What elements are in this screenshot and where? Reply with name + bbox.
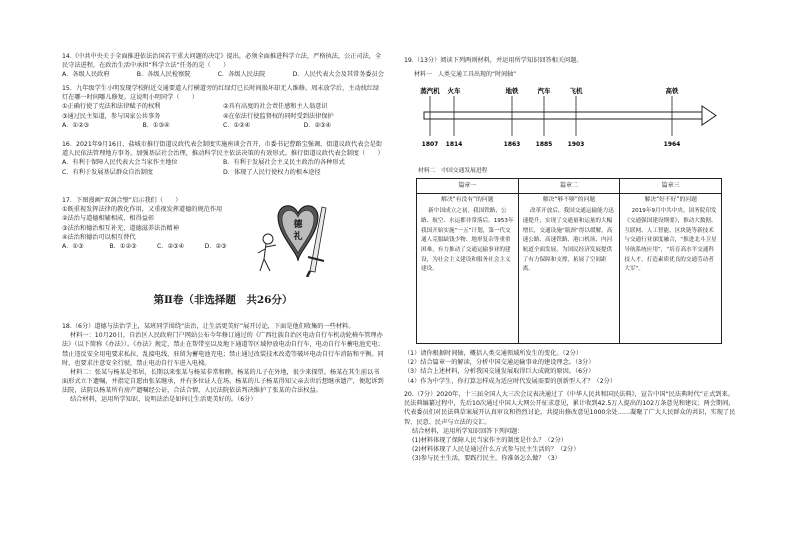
question-16-option-b: B．有利于发展社会主义民主政治的各种形式: [223, 159, 345, 167]
cartoon-label-rites: 礼: [293, 232, 303, 242]
question-15: [62, 84, 384, 130]
question-18: [62, 322, 384, 405]
question-17-option-d: D．②③: [204, 242, 227, 250]
question-17: [62, 196, 252, 251]
question-20: [404, 390, 740, 463]
timeline-year-label: 1903: [567, 141, 585, 148]
cartoon-label-morality: 德: [293, 220, 303, 230]
table-column-2: [519, 179, 621, 343]
question-18-task: 结合材料，运用所学知识，说明法治是如何让生活更美好的。（6分）: [70, 396, 257, 404]
transport-development-table: [416, 178, 722, 344]
timeline-year-label: 1814: [445, 141, 463, 148]
question-17-statement-2: ②法治与道德相辅相成、相得益彰: [62, 215, 155, 223]
question-14-option-c: C．各级人民法院: [217, 71, 266, 79]
transport-timeline: [404, 66, 740, 166]
question-17-option-a: A．①③: [62, 242, 84, 250]
question-15-statement-2: ②具有高度的社会责任感和主人翁意识: [223, 103, 328, 111]
table-subhead-2: 解决“够不够”的问题: [542, 196, 596, 203]
table-column-3: [620, 179, 721, 343]
cartoon-shield-and-sword: [254, 195, 336, 277]
table-body-2: 改革开放后，我国交通运输能力迅速提升，实现了交通量和运量的大幅增长，交通设施“瓶颈”得以缓解，高速公路、高速铁路、港口机场、内河航道全面发展，为国民经济发展提供了有力保障和支撑，拓展了空间距离。: [522, 208, 614, 273]
material-2-label: 材料二 中国交通发展进程: [418, 168, 488, 174]
timeline-vehicle-label: 地铁: [505, 87, 519, 95]
timeline-year-label: 1885: [535, 141, 553, 148]
question-15-options: [62, 121, 384, 130]
table-header-2: 篇章二: [519, 179, 620, 194]
table-header-1: 篇章一: [417, 179, 518, 194]
question-15-option-b: B．①③④: [142, 121, 170, 129]
table-body-1: 新中国成立之初，我国铁路、公路、航空、水运都非常落后。1953年我国开始实施“一五”计划，第一代交通人克服缺钱少物、地形复杂等重重困难，有力推动了交通运输事业的建设，为社会主义建设和服务社会主义建设。: [421, 208, 514, 273]
question-14-stem: 14.《中共中央关于全面推进依法治国若干重大问题的决定》提出，必须全面推进科学立法，严格执法，公正司法，全民守法进程，在政治生活中承担“科学立法”任务的是（ ）: [62, 53, 382, 70]
question-20-task: 结合材料，运用所学知识回答下列问题：: [412, 427, 524, 435]
timeline-year-label: 1807: [421, 141, 439, 148]
question-16: [62, 140, 384, 177]
question-17-statement-3: ③法治和德治相互补充、道德滋养法治精神: [62, 224, 179, 232]
table-body-3: 2019年9月中共中央、国务院印发《交通强国建设纲要》，推动大数据、互联网、人工智能、区块链等新技术与交通行业深度融合，“推进北斗卫星导航系统应用”，“培育高水平交通科技人才，打造素质优良的交通劳动者大军”。: [624, 208, 717, 273]
question-17-option-b: B．①②③: [109, 242, 137, 250]
question-14-option-a: A．各级人民政府: [62, 71, 110, 79]
question-15-statement-4: ④在依法行使监督权的同时受到法律保护: [223, 112, 334, 120]
question-15-statements-row2: [62, 112, 384, 121]
timeline-year-label: 1863: [503, 141, 521, 148]
person-figure-icon: [258, 234, 276, 271]
question-15-statements-row1: [62, 102, 384, 111]
timeline-vehicle-label: 飞机: [569, 87, 583, 95]
table-subhead-3: 解决“好不好”的问题: [644, 196, 697, 203]
question-15-statement-3: ③通过民主渠道，参与国家公共事务: [62, 112, 161, 120]
question-20-sub-3: (3)参与民主生活，要践行民主，你准备怎么做？（3）: [412, 455, 561, 463]
question-19-intro: 19.（13分）阅读下列两则材料，并运用所学知识回答相关问题。: [404, 57, 583, 64]
question-15-option-c: C．①②④: [223, 121, 251, 129]
question-16-stem: 16．2021年9月16日，盐城市推行街道议政代表会制度实施座谈会召开，市委书记曹路宝强调，街道议政代表会是街道人民依法管理地方事务，加强基层社会治理，推动科学民主依法决策的有效形式。推行街道议政代表会制度（ ）: [62, 141, 384, 158]
timeline-caption: 材料一 人类交通工具出现的“时间轴”: [414, 71, 517, 78]
question-20-sub-1: (1)材料体现了保障人民当家作主的制度是什么？（2分）: [412, 436, 568, 444]
question-17-statement-1: ①既重视发挥法律的教化作用，又重视发挥道德的规范作用: [62, 206, 223, 214]
table-subhead-1: 解决“有没有”的问题: [441, 196, 494, 203]
question-15-stem: 15．九年级学生小明发现学校附近交通要道人行横道旁的红绿灯已长时间损坏却无人维修。周末放学后，主动找红绿灯在哪一时间哪儿修复。这说明小明同学（ ）: [62, 85, 380, 102]
question-16-option-d: D．体现了人民行使权力的根本途径: [223, 168, 321, 176]
question-16-options-row2: [62, 168, 384, 177]
timeline-year-label: 1964: [663, 141, 681, 148]
question-18-intro: 18.（6分）道德与法治学上，某班同学围绕“法治，让生活更美好”展开讨论，下面是他们收集的一些材料。: [62, 323, 355, 330]
question-18-material-2: 材料二：张某与杨某是邻居，长期以来张某与杨某非常和睦。杨某的儿子在外地，很少来探望。杨某在其生前以书面形式立下遗嘱，并指定自愿由张某继承，并有多位证人在场。杨某的儿子杨某得知父亲去世后想继承遗产，便起诉到法院，法院以杨某所有房产遗嘱经公证，合法合情，人民法院依法判决维护了张某的合法权益。: [62, 368, 384, 395]
table-header-3: 篇章三: [620, 179, 721, 194]
question-15-statement-1: ①正确行使了宪法和法律赋予的权利: [62, 103, 161, 111]
question-14-option-d: D．人民代表大会及其常务委员会: [292, 71, 384, 79]
question-16-options-row1: [62, 158, 384, 167]
question-17-options: [62, 242, 252, 251]
timeline-vehicle-label: 火车: [447, 87, 461, 95]
question-19-subquestions: [404, 349, 740, 386]
question-20-intro: 20.（7分）2020年，十三届全国人大三次会议表决通过了《中华人民共和国民法典》，宣告中国“民法典时代”正式到来。民法典编纂过程中，先后10次通过中国人大网公开征求意见，累计收到42.5万人提出的102万条意见和建议；两会期间，代表委员们对民法典草案展开认真审议和热烈讨论，共提出修改意见1000余处……凝聚了广大人民群众的共识，实现了民智、民意、民声与立法的交汇。: [404, 391, 736, 426]
question-20-sub-2: (2)材料体现了人民是通过什么方式参与民主生活的？（2分）: [412, 446, 580, 454]
question-17-statement-4: ④法治和德治可以相互替代: [62, 233, 136, 241]
question-14-options: [62, 70, 384, 79]
timeline-vehicle-label: 汽车: [537, 87, 551, 95]
question-17-stem: 17．下图漫画“双剑合璧”启示我们（ ）: [62, 197, 182, 204]
question-16-option-a: A．有利于保障人民代表大会当家作主地位: [62, 159, 178, 167]
question-19-sub-3: （3）结合上述材料，分析我国交通发展取得巨大成就的原因。（6分）: [404, 368, 595, 376]
question-19-sub-2: （2）结合篇章一的解读，分析中国交通运输事业的建设理念。（3分）: [404, 359, 595, 367]
question-15-option-a: A．①②③: [62, 121, 90, 129]
question-15-option-d: D．②③④: [303, 121, 332, 129]
question-14: [62, 52, 384, 80]
question-19-sub-1: （1）请你根据时间轴，概括人类交通领域所发生的变化。（2分）: [404, 350, 583, 357]
table-column-1: [417, 179, 519, 343]
question-14-option-b: B．各级人民检察院: [136, 71, 191, 79]
timeline-vehicle-label: 蒸汽机: [420, 87, 440, 95]
timeline-vehicle-label: 高铁: [665, 87, 679, 95]
question-19-sub-4: （4）作为中学生，你打算怎样成为适应时代发展需要的创新型人才？（2分）: [404, 377, 617, 385]
question-17-option-c: C．②③④: [157, 242, 185, 250]
section-2-title: 第Ⅱ卷（非选择题 共26分）: [153, 294, 293, 306]
question-18-material-1: 材料一：10月20日，自治区人民政府门户网站公布今年修订通过的《广西壮族自治区电动自行车机动轮椅车管理办法》（以下简称《办法》）。《办法》规定，禁止在帮带室以及地下通道等区域停放电动自行车，电动自行车蓄电池充电；禁止违反安全用电要求私拉、乱接电线，驻留为蓄电池充电；禁止通过改装技术改造等破坏电动自行车消防和平衡。同时，也要求注意安全行驶，禁止电动自行车进入电梯。: [62, 332, 384, 367]
question-16-option-c: C．有利于发展基层群众自治制度: [62, 168, 153, 176]
